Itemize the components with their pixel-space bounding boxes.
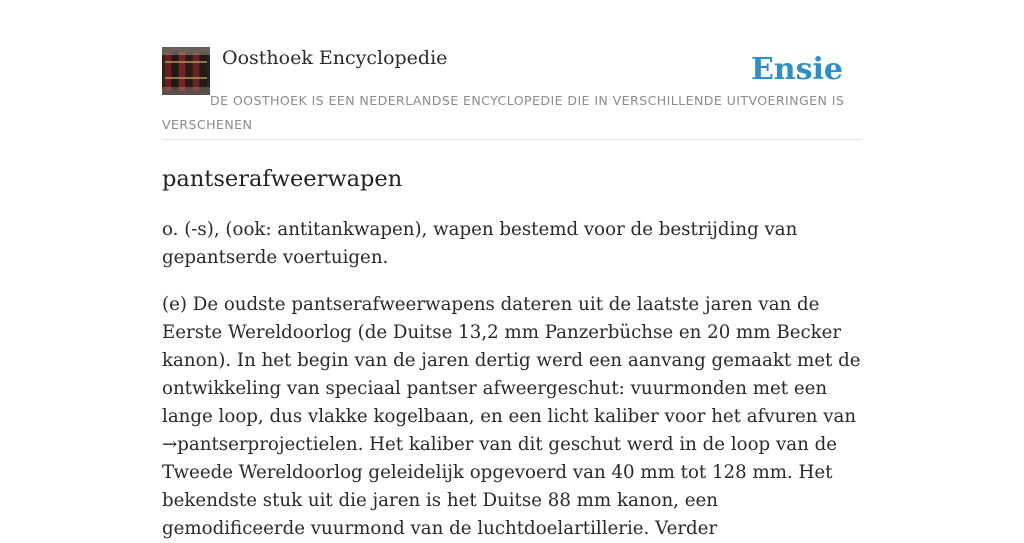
cross-reference-link[interactable] (162, 434, 358, 455)
entry-body (162, 291, 862, 543)
book-spines-icon[interactable] (162, 47, 210, 95)
entry-body-text-after: . Het kaliber van dit geschut werd in de loop van de Tweede Wereldoorlog geleidelijk opgevoerd van 40 mm tot 128 mm. Het bekendste stuk uit die jaren is het Duitse 88 mm kanon, een gemodificeerde vuurmond van de luchtdoelartillerie. Verder (162, 434, 837, 539)
entry-title: pantserafweerwapen (162, 166, 403, 192)
site-header (162, 46, 862, 140)
cross-reference-label: pantserprojectielen (177, 434, 358, 455)
entry-body-text-before: (e) De oudste pantserafweerwapens dateren uit de laatste jaren van de Eerste Wereldoorlog (de Duitse 13,2 mm Panzerbüchse en 20 mm Becker kanon). In het begin van de jaren dertig werd een aanvang gemaakt met de ontwikkeling van speciaal pantser afweergeschut: vuurmonden met een lange loop, dus vlakke kogelbaan, en een licht kaliber voor het afvuren van (162, 294, 861, 427)
content-container (162, 46, 862, 543)
entry-definition: o. (-s), (ook: antitankwapen), wapen bestemd voor de bestrijding van gepantserde voertuigen. (162, 219, 798, 268)
arrow-right-icon: → (162, 434, 178, 455)
brand-logo-link[interactable]: Ensie (750, 52, 843, 87)
site-title-link[interactable]: Oosthoek Encyclopedie (222, 47, 448, 69)
site-tagline: DE OOSTHOEK IS EEN NEDERLANDSE ENCYCLOPEDIE DIE IN VERSCHILLENDE UITVOERINGEN IS VERSCHENEN (162, 93, 845, 132)
